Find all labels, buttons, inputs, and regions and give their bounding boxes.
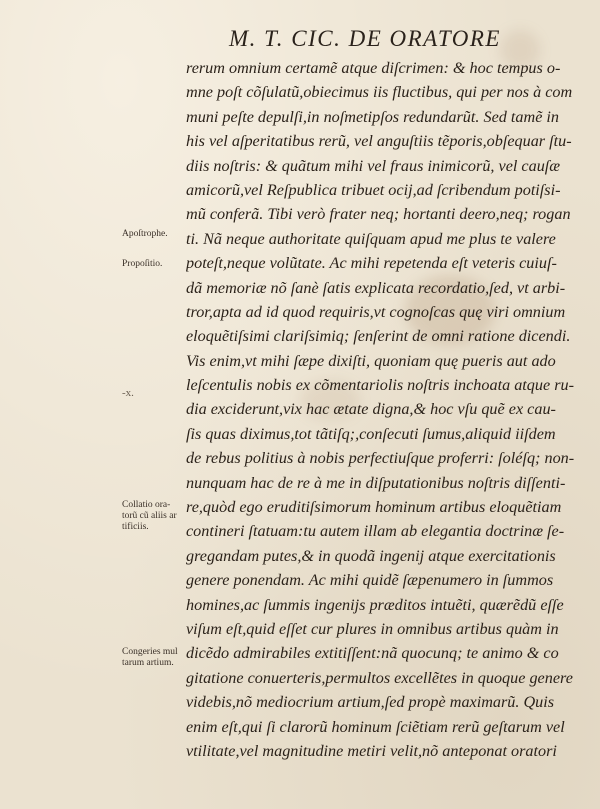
- text-line: dia exciderunt,vix hac ætate digna,& hoc vſu quẽ ex cau-: [186, 400, 556, 419]
- text-line: diis noſtris: & quãtum mihi vel fraus inimicorũ, vel cauſæ: [186, 156, 561, 175]
- running-head: M. T. CIC. DE ORATORE: [229, 26, 501, 51]
- text-line: re,quòd ego eruditiſsimorum hominum artibus eloquẽtiam: [186, 498, 562, 517]
- text-line: videbis,nõ mediocrium artium,ſed propè maximarũ. Quis: [186, 693, 555, 712]
- text-line: gitatione conuerteris,permultos excellẽtes in quoque genere: [186, 668, 573, 687]
- text-line: rerum omnium certamẽ atque diſcrimen: & hoc tempus o-: [186, 59, 561, 77]
- text-line: ti. Nã neque authoritate quiſquam apud me plus te valere: [186, 229, 556, 248]
- text-line: gregandam putes,& in quodã ingenij atque exercitationis: [186, 546, 556, 565]
- text-line: nunquam hac de re à me in diſputationibus noſtris diſſenti-: [186, 473, 566, 492]
- text-line: leſcentulis nobis ex cõmentariolis noſtris inchoata atque ru-: [186, 376, 575, 395]
- text-line: his vel aſperitatibus rerũ, vel anguſtiis tẽporis,obſequar ſtu-: [186, 132, 572, 151]
- text-line: contineri ſtatuam:tu autem illam ab elegantia doctrinæ ſe-: [186, 522, 565, 541]
- text-line: mũ conferã. Tibi verò frater neq; hortanti deero,neq; rogan: [186, 205, 571, 224]
- text-line: vtilitate,vel magnitudine metiri velit,nõ anteponat oratori: [186, 741, 557, 760]
- margin-note-congeries: Congeries mul tarum artium.: [122, 647, 178, 668]
- text-line: tror,apta ad id quod requiris,vt cognoſcas quę viri omnium: [186, 302, 566, 321]
- margin-note-apostrophe: Apoſtrophe.: [122, 229, 168, 239]
- text-line: poteſt,neque volũtate. Ac mihi repetenda eſt veteris cuiuſ-: [186, 254, 557, 273]
- text-line: viſum eſt,quid eſſet cur plures in omnibus artibus quàm in: [186, 619, 559, 638]
- text-line: dicẽdo admirabiles extitiſſent:nã quocunq; te animo & co: [186, 644, 559, 663]
- margin-note-propositio: Propoſitio.: [122, 259, 163, 269]
- text-line: enim eſt,qui ſi clarorũ hominum ſciẽtiam rerũ geſtarum vel: [186, 717, 565, 736]
- text-line: homines,ac ſummis ingenijs præditos intuẽti, quærẽdũ eſſe: [186, 595, 564, 614]
- text-line: genere ponendam. Ac mihi quidẽ ſæpenumero in ſummos: [186, 571, 554, 590]
- text-line: Vis enim,vt mihi ſæpe dixiſti, quoniam quę pueris aut ado: [186, 351, 556, 370]
- margin-mark: -x.: [122, 387, 134, 399]
- text-line: mne poſt cõſulatũ,obiecimus iis fluctibus, qui per nos à com: [186, 83, 573, 102]
- body-text: [186, 56, 581, 763]
- margin-note-collatio: Collatio ora- torũ cũ aliis ar tificiis.: [122, 500, 177, 532]
- text-line: dã memoriæ nõ ſanè ſatis explicata recordatio,ſed, vt arbi-: [186, 278, 566, 297]
- text-line: ſis quas diximus,tot tãtiſq;,conſecuti ſumus,aliquid iiſdem: [186, 424, 556, 443]
- text-line: muni peſte depulſi,in noſmetipſos redundarũt. Sed tamẽ in: [186, 107, 560, 126]
- text-line: amicorũ,vel Reſpublica tribuet ocij,ad ſcribendum potiſsi-: [186, 180, 561, 199]
- text-line: eloquẽtiſsimi clariſsimiq; ſenſerint de omni ratione dicendi.: [186, 327, 571, 346]
- text-line: de rebus politius à nobis perfectiuſque proferri: ſoléſq; non-: [186, 449, 575, 468]
